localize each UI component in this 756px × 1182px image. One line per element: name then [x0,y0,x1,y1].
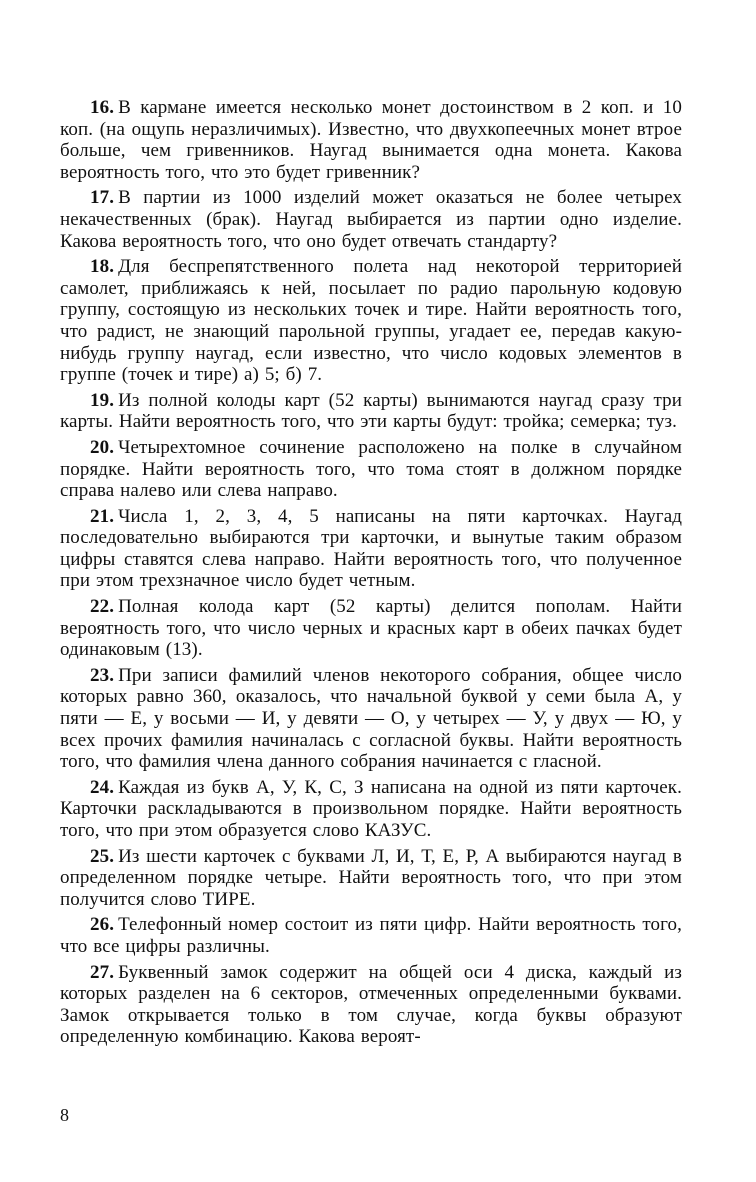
problem-24 [60,777,682,842]
problem-number: 25. [90,845,115,867]
problem-22 [60,596,682,661]
problem-number: 24. [90,776,115,798]
problem-number: 19. [90,389,115,411]
problem-20 [60,437,682,502]
problem-text: В партии из 1000 изделий может оказаться не более четырех некачественных (брак). Наугад выбирается из партии одно изделие. Какова вероятность того, что оно будет отвечать стандарту? [60,187,682,252]
problem-26 [60,914,682,957]
problem-number: 20. [90,436,115,458]
page-number: 8 [60,1105,69,1125]
problem-text: Числа 1, 2, 3, 4, 5 написаны на пяти карточках. Наугад последовательно выбираются три карточки, и вынутые таким образом цифры ставятся слева направо. Найти вероятность того, что полученное при этом трехзначное число будет четным. [60,505,682,592]
problem-text: Из шести карточек с буквами Л, И, Т, Е, Р, А выбираются наугад в определенном порядке четыре. Найти вероятность того, что при этом получится слово ТИРЕ. [60,845,682,910]
problem-number: 17. [90,187,115,209]
problem-25 [60,846,682,911]
problem-text: При записи фамилий членов некоторого собрания, общее число которых равно 360, оказалось, что начальной буквой у семи была А, у пяти — Е, у восьми — И, у девяти — О, у четырех — У, у двух — Ю, у всех прочих фамилия начиналась с согласной буквы. Найти вероятность того, что фамилия члена данного собрания начинается с гласной. [60,664,682,773]
problem-number: 16. [90,97,115,118]
problem-16 [60,97,682,183]
problem-number: 27. [90,961,115,983]
problem-text: Каждая из букв А, У, К, С, З написана на одной из пяти карточек. Карточки раскладываются в произвольном порядке. Найти вероятность того, что при этом образуется слово КАЗУС. [60,776,682,841]
problem-number: 22. [90,596,115,618]
problem-17 [60,187,682,252]
problem-text: Буквенный замок содержит на общей оси 4 диска, каждый из которых разделен на 6 секторов, отмеченных определенными буквами. Замок открывается только в том случае, когда буквы образуют определенную комбинацию. Какова вероят- [60,961,682,1048]
problem-text: Из полной колоды карт (52 карты) вынимаются наугад сразу три карты. Найти вероятность того, что эти карты будут: тройка; семерка; туз. [60,389,682,433]
problem-number: 23. [90,664,115,686]
problem-text: Для беспрепятственного полета над некоторой территорией самолет, приближаясь к ней, посылает по радио парольную кодовую группу, состоящую из нескольких точек и тире. Найти вероятность того, что радист, не знающий парольной группы, угадает ее, передав какую-нибудь группу наугад, если известно, что число кодовых элементов в группе (точек и тире) а) 5; б) 7. [60,256,682,386]
problem-21 [60,506,682,592]
problem-number: 26. [90,914,115,936]
problem-number: 21. [90,505,115,527]
problem-number: 18. [90,256,115,278]
problem-text: Четырехтомное сочинение расположено на полке в случайном порядке. Найти вероятность того, что тома стоят в должном порядке справа налево или слева направо. [60,436,682,502]
problem-27 [60,962,682,1048]
problem-text: Полная колода карт (52 карты) делится пополам. Найти вероятность того, что число черных и красных карт в обеих пачках будет одинаковым (13). [60,596,682,661]
problem-23 [60,665,682,773]
problem-18 [60,256,682,386]
problem-text: Телефонный номер состоит из пяти цифр. Найти вероятность того, что все цифры различны. [60,914,682,957]
problem-text: В кармане имеется несколько монет достоинством в 2 коп. и 10 коп. (на ощупь неразличимых). Известно, что двухкопеечных монет втрое больше, чем гривенников. Наугад вынимается одна монета. Какова вероятность того, что это будет гривенник? [60,97,682,183]
problem-19 [60,390,682,433]
page-body [60,97,682,1052]
